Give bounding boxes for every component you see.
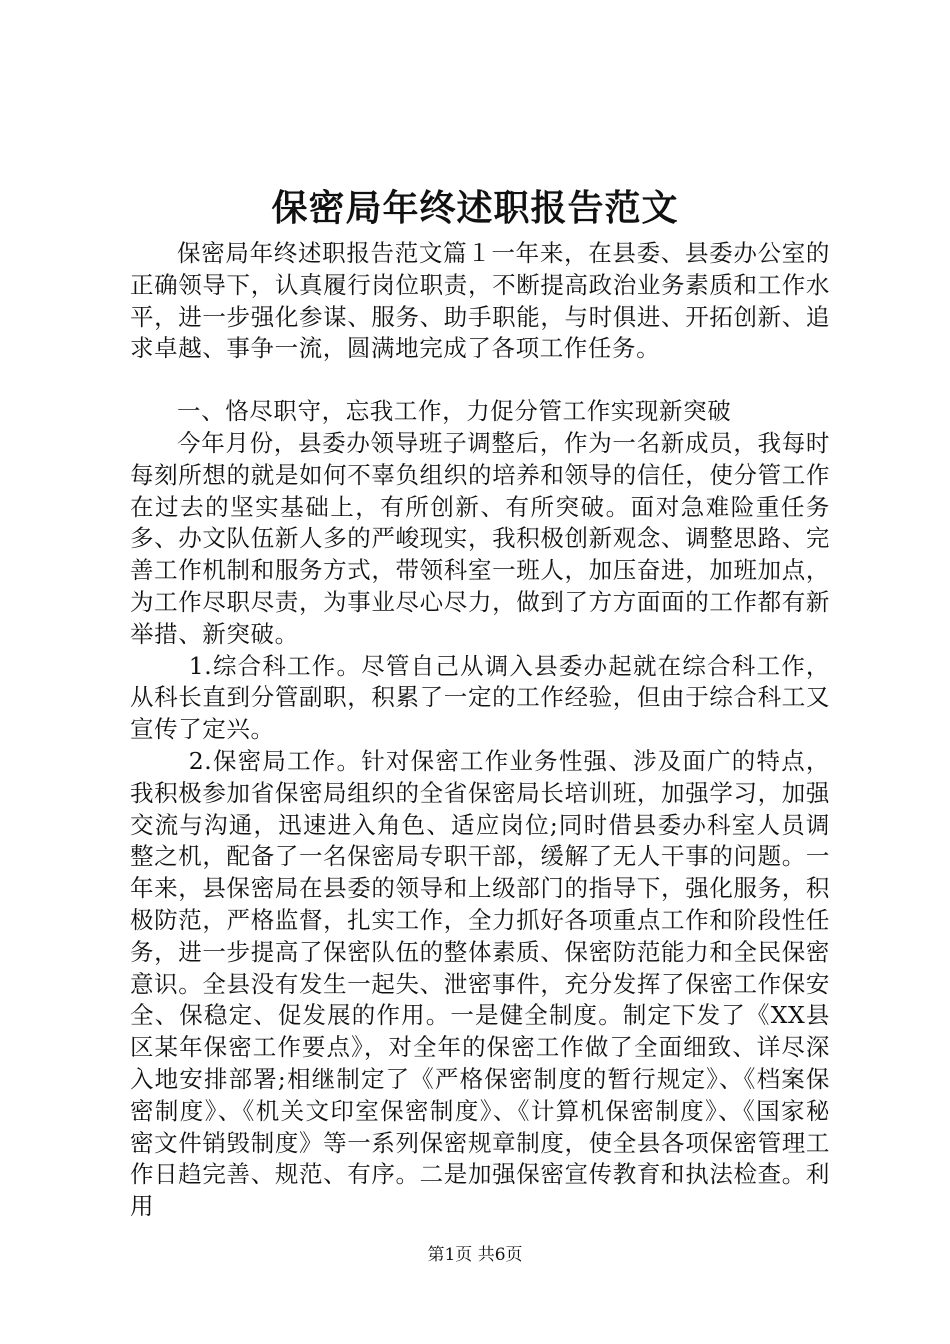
body-paragraph: 今年月份，县委办领导班子调整后，作为一名新成员，我每时每刻所想的就是如何不辜负组织的培养和领导的信任，使分管工作在过去的坚实基础上，有所创新、有所突破。面对急难险重任务多、办文队伍新人多的严峻现实，我积极创新观念、调整思路、完善工作机制和服务方式，带领科室一班人，加压奋进，加班加点，为工作尽职尽责，为事业尽心尽力，做到了方方面面的工作都有新举措、新突破。 <box>130 428 830 648</box>
document-title: 保密局年终述职报告范文 <box>271 187 679 229</box>
intro-paragraph: 保密局年终述职报告范文篇１一年来，在县委、县委办公室的正确领导下，认真履行岗位职责，不断提高政治业务素质和工作水平，进一步强化参谋、服务、助手职能，与时俱进、开拓创新、追求卓越、事争一流，圆满地完成了各项工作任务。 <box>130 239 830 363</box>
list-item-paragraph: 2.保密局工作。针对保密工作业务性强、涉及面广的特点，我积极参加省保密局组织的全省保密局长培训班，加强学习，加强交流与沟通，迅速进入角色、适应岗位;同时借县委办科室人员调整之机，配备了一名保密局专职干部，缓解了无人干事的问题。一年来，县保密局在县委的领导和上级部门的指导下，强化服务，积极防范，严格监督，扎实工作，全力抓好各项重点工作和阶段性任务，进一步提高了保密队伍的整体素质、保密防范能力和全民保密意识。全县没有发生一起失、泄密事件，充分发挥了保密工作保安全、保稳定、促发展的作用。一是健全制度。制定下发了《XX县区某年保密工作要点》，对全年的保密工作做了全面细致、详尽深入地安排部署;相继制定了《严格保密制度的暂行规定》、《档案保密制度》、《机关文印室保密制度》、《计算机保密制度》、《国家秘密文件销毁制度》等一系列保密规章制度，使全县各项保密管理工作日趋完善、规范、有序。二是加强保密宣传教育和执法检查。利用 <box>130 746 830 1221</box>
section-heading: 一、恪尽职守，忘我工作，力促分管工作实现新突破 <box>177 397 732 426</box>
page-footer: 第1页 共6页 <box>427 1245 523 1265</box>
document-body <box>130 238 830 1223</box>
list-item-paragraph: 1.综合科工作。尽管自己从调入县委办起就在综合科工作，从科长直到分管副职，积累了一定的工作经验，但由于综合科工又宣传了定兴。 <box>130 651 830 744</box>
